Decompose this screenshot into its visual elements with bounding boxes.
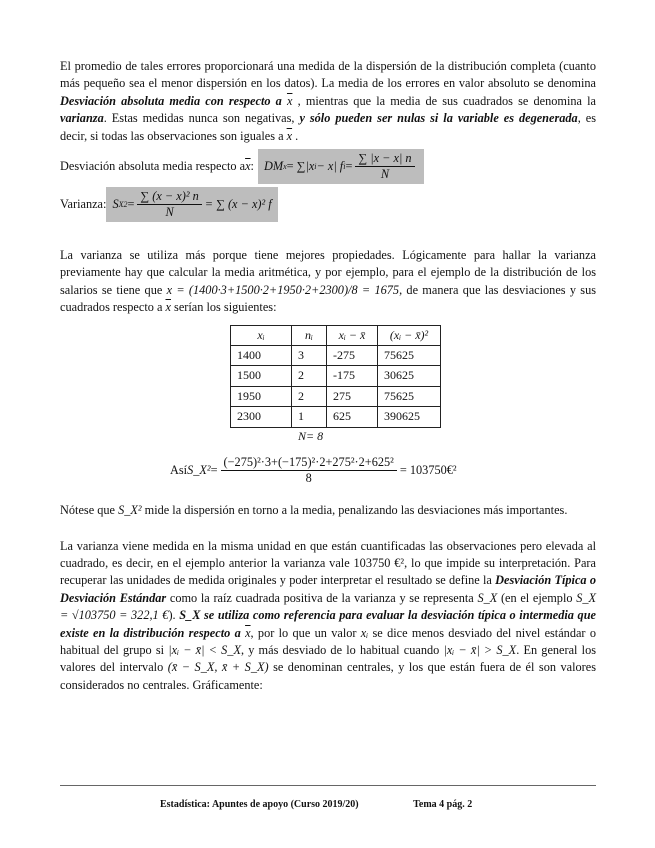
formula-varianza [60, 187, 596, 222]
symbol-sx2: S_X² [118, 503, 142, 518]
formula-box-var: S X 2 = $\frac{\text{∑ (x − x)² n}}{N}$ = ∑ (x − x)² f [106, 187, 277, 222]
symbol-mean: $\overline{x}$ [286, 128, 293, 143]
table-cell: 1500 [231, 366, 292, 386]
table-row [231, 407, 441, 427]
text: . Estas medidas nunca son negativas, [103, 111, 300, 126]
paragraph-desviacion-tipica [60, 538, 596, 695]
table-cell: 625 [327, 407, 378, 427]
page-footer [160, 799, 472, 810]
text: ). [168, 608, 180, 623]
table-cell: 1400 [231, 346, 292, 366]
col-header: xᵢ − x̄ [327, 325, 378, 345]
text: serían los siguientes: [170, 300, 277, 315]
table-cell: 75625 [378, 386, 441, 406]
fraction-denominator: N [380, 167, 390, 182]
text: , mientras que la media de sus cuadrados se denomina la [292, 93, 596, 108]
symbol-sx: S_X [477, 590, 498, 605]
text: . [292, 128, 299, 143]
formula-label: Varianza: [60, 196, 107, 211]
symbol-sx2: S_X² [187, 462, 211, 477]
text: . En general los valores del intervalo [60, 642, 597, 675]
fraction-denominator: 8 [305, 471, 312, 486]
formula-rhs: = ∑ (x − x)² f [204, 196, 272, 211]
table-header-row [231, 325, 441, 345]
paragraph-intro [60, 58, 596, 145]
paragraph-notese [60, 502, 596, 519]
text: , es decir, si todas las observaciones son iguales a [60, 111, 596, 143]
formula-lhs: DM [263, 158, 284, 173]
table-row [231, 386, 441, 406]
table-row [231, 346, 441, 366]
total-n: N= 8 [298, 428, 324, 443]
fraction-denominator: N [165, 205, 174, 220]
table-cell: 1950 [231, 386, 292, 406]
fraction-numerator: ∑ (x − x)² n [137, 189, 201, 205]
text: , de manera que las desviaciones y sus cuadrados respecto a [60, 282, 597, 315]
formula-sub: x [283, 161, 287, 171]
footer-page: Tema 4 pág. 2 [413, 799, 473, 810]
table-cell: -275 [327, 346, 378, 366]
col-header: (xᵢ − x̄)² [378, 325, 441, 345]
table-cell: 390625 [378, 407, 441, 427]
text: La varianza viene medida en la misma unidad en que están cuantificadas las observaciones pero elevada al cuadrado, es decir, en el ejemplo anterior la varianza vale 103750 €², lo que impide su interpretación. Para recuperar las unidades de medida originales y poder interpretar el resultado se define la [60, 538, 596, 588]
term-varianza: varianza [60, 111, 104, 126]
table-cell: 2 [292, 386, 327, 406]
formula-menos-desviado: |xᵢ − x̄| < S_X [168, 642, 241, 657]
formula-fraction-asi [221, 455, 397, 486]
colon: : [250, 158, 254, 173]
formula-lhs: S [112, 196, 119, 211]
deviations-table [230, 325, 441, 428]
text: El promedio de tales errores proporcionará una medida de la dispersión de la distribución completa (cuanto más pequeño sea el menor dispersión en los datos). La media de los errores en valor absoluto se denomina [60, 59, 596, 91]
formula-dm [60, 149, 596, 184]
term-degenerada: y sólo pueden ser nulas si la variable es degenerada [299, 111, 578, 126]
formula-term: |x [305, 158, 315, 173]
formula-result: = 103750€² [399, 462, 457, 477]
table-cell: 3 [292, 346, 327, 366]
formula-box-dm: DM x = ∑ |x i − x| f i = $\frac{\sum |x - x| n}{N}$ [258, 149, 424, 184]
col-header: xᵢ [231, 325, 292, 345]
table-cell: 275 [327, 386, 378, 406]
formula-mas-desviado: |xᵢ − x̄| > S_X [443, 642, 517, 657]
fraction-numerator: ∑ |x − x| n [355, 151, 414, 167]
symbol-mean: $\overline{x}$ [245, 158, 251, 173]
term-desviacion-absoluta: Desviación absoluta media con respecto a [60, 93, 287, 108]
symbol-mean: $\overline{x}$ [165, 300, 171, 315]
paragraph-varianza-uso [60, 247, 596, 317]
table-cell: 75625 [378, 346, 441, 366]
footer-divider [60, 785, 596, 786]
table-cell: 1 [292, 407, 327, 427]
formula-intervalo: (x̄ − S_X, x̄ + S_X) [167, 660, 269, 675]
formula-prefix: Así [170, 462, 188, 477]
table-cell: 30625 [378, 366, 441, 386]
formula-sx: S_X = √103750 = 322,1 € [60, 590, 597, 623]
fraction-numerator: (−275)²·3+(−175)²·2+275²·2+625² [221, 455, 397, 471]
term-referencia: S_X se utiliza como referencia para evaluar la desviación típica o intermedia que existe en la distribución respecto a [60, 608, 596, 640]
text: como la raíz cuadrada positiva de la varianza y se representa [166, 590, 478, 605]
symbol-xi: xᵢ [360, 625, 369, 640]
text: , por lo que un valor [250, 625, 361, 640]
text: , y más desviado de lo habitual cuando [240, 642, 444, 657]
text: La varianza se utiliza más porque tiene mejores propiedades. Lógicamente para hallar la varianza previamente hay que calcular la media aritmética, y por ejemplo, para el ejemplo de la distribución de los salarios se tiene que [60, 248, 596, 297]
text: Nótese que [60, 503, 119, 518]
table-cell: -175 [327, 366, 378, 386]
formula-label: Desviación absoluta media respecto a [60, 158, 246, 173]
symbol-mean: $\overline{x}$ [245, 625, 251, 640]
table-row [231, 366, 441, 386]
text: (en el ejemplo [497, 590, 577, 605]
formula-sum: = ∑ [286, 158, 306, 173]
text: se dice menos desviado del nivel estándar o habitual del grupo si [60, 625, 596, 657]
table-cell: 2 [292, 366, 327, 386]
symbol-mean: $\overline{x}$ [286, 93, 293, 108]
footer-title: Estadística: Apuntes de apoyo (Curso 2019/20) [160, 799, 359, 810]
formula-term: − x| f [316, 158, 344, 173]
term-desviacion-tipica: Desviación Típica o Desviación Estándar [60, 573, 596, 605]
formula-fraction-var [137, 189, 201, 220]
formula-asi: Así S_X² = $\frac{\text{(−275)²·3+(−175)²·2+275²·2+625²}}{8}$ = 103750€² [170, 455, 457, 486]
text: se denominan centrales, y los que están fuera de él son valores considerados no centrales. Gráficamente: [60, 660, 596, 692]
formula-media: x = (1400·3+1500·2+1950·2+2300)/8 = 1675 [166, 282, 400, 297]
text: mide la dispersión en torno a la media, penalizando las desviaciones más importantes. [141, 503, 568, 518]
formula-eq: = [345, 158, 353, 173]
formula-fraction-dm [355, 151, 414, 182]
page-body [60, 58, 596, 694]
table-cell: 2300 [231, 407, 292, 427]
col-header: nᵢ [292, 325, 327, 345]
